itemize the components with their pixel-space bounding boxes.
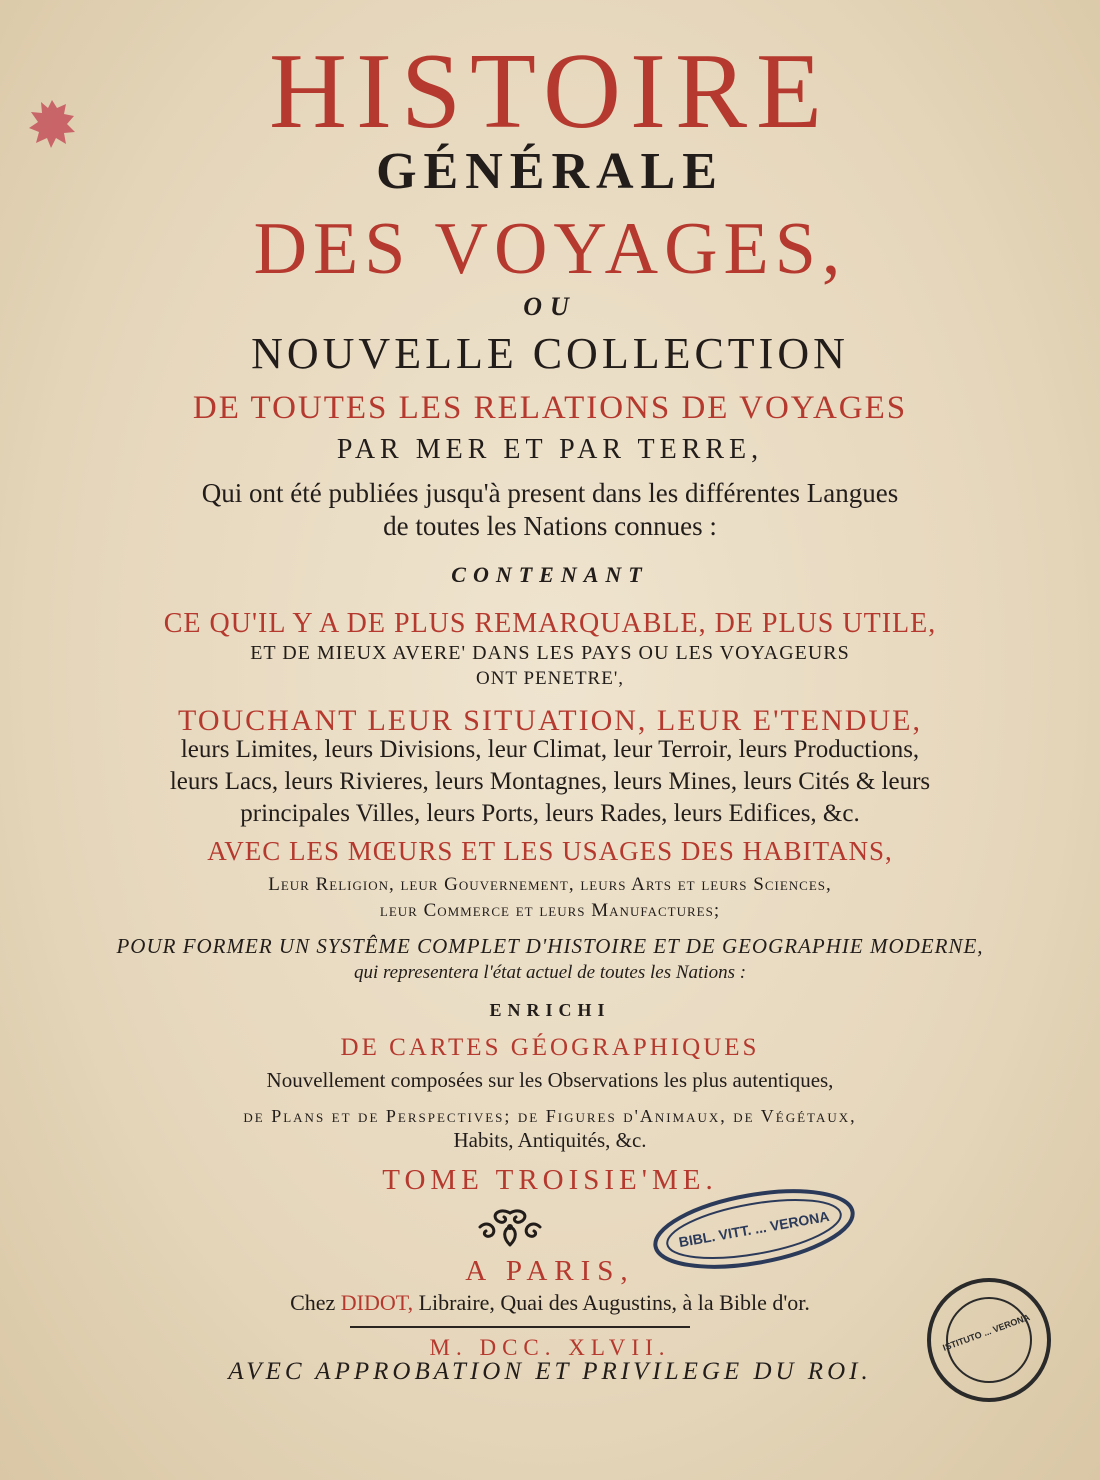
round-stamp-text: ISTITUTO ... VERONA — [941, 1312, 1032, 1353]
imprint-libraire: Libraire, Quai des Augustins, à la Bible d'or. — [418, 1290, 810, 1315]
text-nouvellement: Nouvellement composées sur les Observations les plus autentiques, — [266, 1068, 834, 1092]
subtitle-nouvelle-collection: NOUVELLE COLLECTION — [251, 329, 849, 378]
text-mieux-avere: ET DE MIEUX AVERE' DANS LES PAYS OU LES VOYAGEURS — [250, 642, 850, 664]
imprint-date: M. DCC. XLVII. — [429, 1335, 671, 1360]
subtitle-par-mer: PAR MER ET PAR TERRE, — [336, 434, 764, 465]
text-pour-former: POUR FORMER UN SYSTÊME COMPLET D'HISTOIRE ET DE GEOGRAPHIE MODERNE, — [116, 934, 984, 958]
text-qui-ont-2: de toutes les Nations connues : — [383, 511, 717, 541]
title-generale: GÉNÉRALE — [376, 143, 724, 200]
text-commerce: leur Commerce et leurs Manufactures; — [379, 900, 721, 921]
text-plans: de Plans et de Perspectives; de Figures d'Animaux, de Végétaux, — [243, 1106, 857, 1126]
subtitle-ou: OU — [523, 292, 577, 321]
text-ont-penetre: ONT PENETRE', — [475, 668, 624, 689]
text-qui-representera: qui representera l'état actuel de toutes les Nations : — [353, 962, 747, 983]
imprint-approbation: AVEC APPROBATION ET PRIVILEGE DU ROI. — [228, 1358, 872, 1385]
text-tome: TOME TROISIE'ME. — [382, 1164, 718, 1196]
printers-ornament-icon — [470, 1205, 550, 1249]
imprint-paris: A PARIS, — [465, 1255, 635, 1287]
text-habits: Habits, Antiquités, &c. — [453, 1128, 647, 1152]
body-line-3: principales Villes, leurs Ports, leurs Rades, leurs Edifices, &c. — [240, 800, 860, 827]
title-des-voyages: DES VOYAGES, — [253, 208, 847, 290]
oval-stamp-text: BIBL. VITT. ... VERONA — [677, 1207, 831, 1251]
imprint-didot: DIDOT, — [340, 1290, 414, 1315]
library-stamp-round — [924, 1275, 1054, 1405]
text-religion: Leur Religion, leur Gouvernement, leurs Arts et leurs Sciences, — [268, 874, 832, 895]
text-remarquable: CE QU'IL Y A DE PLUS REMARQUABLE, DE PLUS UTILE, — [163, 608, 937, 639]
imprint-chez: Chez — [290, 1290, 336, 1315]
heading-contenant: CONTENANT — [451, 562, 649, 587]
text-avec-moeurs: AVEC LES MŒURS ET LES USAGES DES HABITANS, — [207, 836, 893, 866]
subtitle-relations: DE TOUTES LES RELATIONS DE VOYAGES — [192, 390, 908, 426]
text-qui-ont-1: Qui ont été publiées jusqu'à present dans les différentes Langues — [201, 478, 899, 508]
text-touchant: TOUCHANT LEUR SITUATION, LEUR E'TENDUE, — [178, 704, 922, 737]
imprint-rule — [350, 1326, 690, 1328]
body-line-1: leurs Limites, leurs Divisions, leur Climat, leur Terroir, leurs Productions, — [180, 736, 920, 763]
body-line-2: leurs Lacs, leurs Rivieres, leurs Montagnes, leurs Mines, leurs Cités & leurs — [169, 768, 931, 795]
heading-enrichi: ENRICHI — [489, 1000, 611, 1020]
title-histoire: HISTOIRE — [268, 32, 831, 151]
text-cartes: DE CARTES GÉOGRAPHIQUES — [340, 1034, 760, 1061]
